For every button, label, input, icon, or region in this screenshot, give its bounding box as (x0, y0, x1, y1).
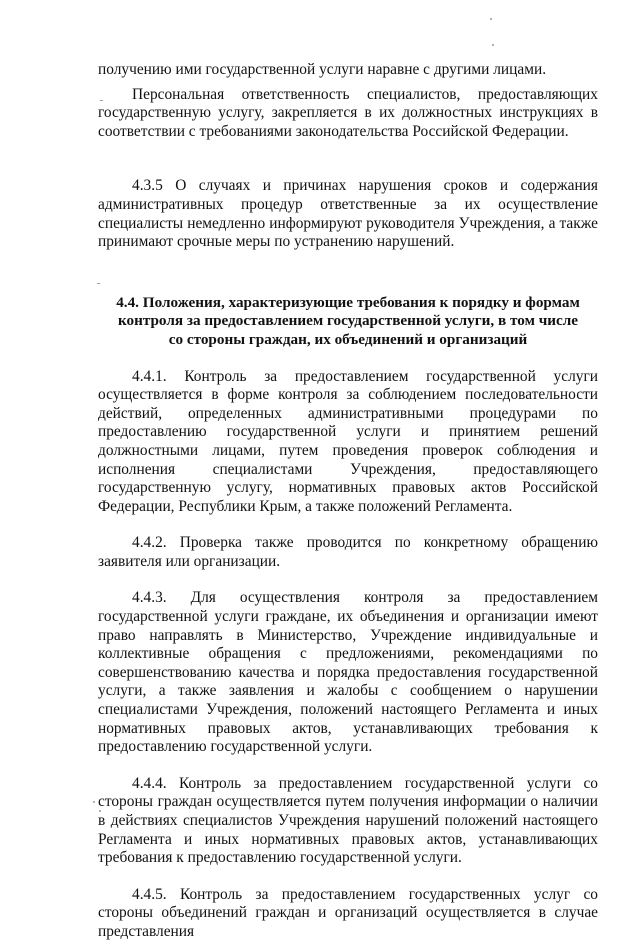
paragraph-4-4-5: 4.4.5. Контроль за предоставлением государственных услуг со стороны объединений граждан и организаций осуществляется в случае представления (98, 885, 598, 940)
paragraph-4-4-3: 4.4.3. Для осуществления контроля за предоставлением государственной услуги граждане, их объединения и организации имеют право направлять в Министерство, Учреждение индивидуальные и коллективные обращения с предложениями, рекомендациями по совершенствованию качества и порядка предоставления государственной услуги, а также заявления и жалобы с сообщением о нарушении специалистами Учреждения, положений настоящего Регламента и иных нормативных правовых актов, устанавливающих требования к предоставлению государственной услуги. (98, 589, 598, 756)
heading-line: 4.4. Положения, характеризующие требования к порядку и формам (116, 293, 580, 311)
heading-line: со стороны граждан, их объединений и организаций (168, 330, 528, 348)
heading-line: контроля за предоставлением государственной услуги, в том числе (117, 312, 579, 330)
paragraph-personal-responsibility: Персональная ответственность специалистов, предоставляющих государственную услугу, закрепляется в их должностных инструкциях в соответствии с требованиями законодательства Российской Федерации. (98, 85, 598, 140)
paragraph-4-4-1: 4.4.1. Контроль за предоставлением государственной услуги осуществляется в форме контроля за соблюдением последовательности действий, определенных административными процедурами по предоставлению государственной услуги и принятием решений должностными лицами, путем проведения проверок соблюдения и исполнения специалистами Учреждения, предоставляющего государственную услугу, нормативных правовых актов Российской Федерации, Республики Крым, а также положений Регламента. (98, 367, 598, 515)
scan-speck (93, 801, 95, 803)
scan-speck (490, 18, 492, 20)
paragraph-4-4-2: 4.4.2. Проверка также проводится по конкретному обращению заявителя или организации. (98, 534, 598, 570)
paragraph-4-3-5: 4.3.5 О случаях и причинах нарушения сроков и содержания административных процедур ответственные за их осуществление специалисты немедленно информируют руководителя Учреждения, а также принимают срочные меры по устранению нарушений. (98, 177, 598, 251)
section-heading-4-4 (98, 294, 598, 350)
document-body (98, 61, 598, 942)
paragraph-4-4-4: 4.4.4. Контроль за предоставлением государственной услуги со стороны граждан осуществляется путем получения информации о наличии в действиях специалистов Учреждения нарушений положений настоящего Регламента и иных нормативных правовых актов, устанавливающих требования к предоставлению государственной услуги. (98, 774, 598, 867)
paragraph-continuation: получению ими государственной услуги наравне с другими лицами. (98, 61, 547, 78)
scan-speck (492, 44, 494, 46)
